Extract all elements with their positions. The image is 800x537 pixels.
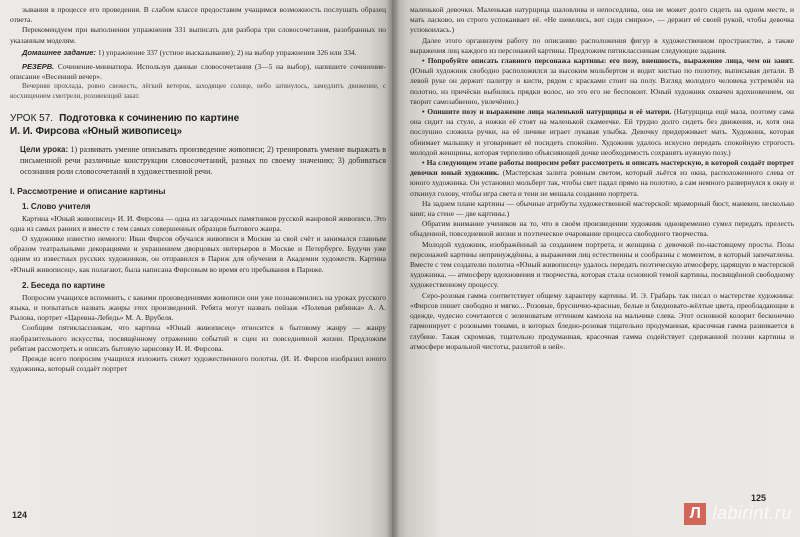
paragraph: маленькой девочки. Маленькая натурщица шаловлива и непоседлива, она не может долго сидеть на одном месте, и мать ласково, но строго успокаивает её. «Не шевелись, вот сиди смирно», — держит её своей рукой, чтобы девочка успокоилась.): [410, 5, 794, 35]
reserve-text: Сочинение-миниатюра. Используя данные словосочетания (3—5 на выбор), напишите сочинение-описание «Весенний вечер».: [10, 62, 386, 82]
task-text: • Попробуйте описать главного персонажа картины: его позу, внешность, выражение лица, чем он занят.: [422, 56, 794, 65]
task-text: • На следующем этапе работы попросим ребят рассмотреть и описать мастерскую, в которой создаёт портрет девочки юный художник.: [410, 158, 794, 177]
reserve: [10, 62, 386, 82]
lesson-heading: [10, 112, 386, 138]
paragraph: Прежде всего попросим учащихся изложить сюжет художественного полотна. (И. И. Фирсов изобразил юного художника, который создаёт портрет: [10, 354, 386, 374]
right-page: [392, 0, 800, 537]
paragraph: Молодой художник, изображённый за созданием портрета, и женщина с девочкой по-настоящему просты. Позы персонажей картины непринуждённы, а выражения лиц естественны и сообразны с моментом, в который запечатлены. Вместе с тем создателю полотна «Юный живописец» удалось передать поэтическую атмосферу, царящую в мастерской художника, — атмосферу вдохновения и творчества, которая стала основной темой картины, посвящённой свободному художественному процессу.: [410, 239, 794, 290]
paragraph: Сообщим пятиклассникам, что картина «Юный живописец» относится к бытовому жанру — жанру изобразительного искусства, посвящённому отражению событий и сцен из повседневной жизни. Предложим ребятам рассмотреть и описать бытовую зарисовку И. И. Фирсова.: [10, 323, 386, 353]
section-heading: I. Рассмотрение и описание картины: [10, 185, 166, 196]
reserve-quote: Вечерняя прохлада, ровно свежесть, лёгкий ветерок, заходящее солнце, небо затянулось, замедлить движение, с восхищением смотрели, розовеющий закат.: [10, 82, 386, 101]
lesson-number: УРОК 57.: [10, 112, 54, 124]
paragraph: Картина «Юный живописец» И. И. Фирсова — одна из загадочных памятников русской жанровой живописи. Это одна из самых ранних и вместе с тем самых совершенных образцов бытового жанра.: [10, 213, 386, 233]
task-item: [410, 158, 794, 199]
left-page-text: [10, 5, 386, 374]
subsection-heading: 2. Беседа по картине: [22, 280, 105, 290]
lesson-title: [10, 112, 386, 125]
watermark-text: labirint.ru: [712, 502, 792, 523]
goals-text: 1) развивать умение описывать произведение живописи; 2) тренировать умение выражать в письменной речи различные конструкции словосочетаний, разных по своему значению; 3) добиваться осознания роли словосочетаний в художественной речи.: [20, 144, 386, 176]
paragraph: Обратим внимание учеников на то, что в своём произведении художник одновременно сумел передать прелесть обыденной, повседневной жизни и поэтическое очарование процесса свободного творчества.: [410, 219, 794, 239]
watermark-logo-icon: Л: [684, 503, 706, 525]
paragraph: Далее этого организуем работу по описанию расположения фигур в художественном пространстве, а также выражения лиц каждого из персонажей картины. Предложим пятиклассникам следующие задания.: [410, 35, 794, 55]
goals-label: Цели урока:: [20, 144, 69, 154]
right-page-text: [410, 5, 794, 352]
paragraph: зывания в процессе его проведения. В слабом классе предоставим учащимся возможность послушать образец ответа.: [10, 5, 386, 25]
paragraph: Попросим учащихся вспомнить, с какими произведениями живописи они уже познакомились на уроках русского языка, и попытаться назвать жанры этих произведений. Ребята могут назвать пейзаж «Полевая рябинка» А. А. Рылова, портрет «Царевна-Лебедь» М. А. Врубеля.: [10, 292, 386, 323]
lesson-goals: [10, 144, 386, 177]
task-answer: (Юный художник свободно расположился за высоким мольбертом и водит кистью по полотну, выписывая детали. В левой руке он держит палитру и кисти, рядом с красками стоит на полу. Взгляд молодого человека устремлён на полотно, из причёски выбились прядки волос, но это его не беспокоит. Юный художник охвачен вдохновением, он творит самозабвенно, увлечённо.): [410, 66, 794, 106]
task-answer: (Натурщица ещё мала, поэтому сама она сидит на стуле, а ножки её стоят на маленькой скамеечке. Ей трудно долго сидеть без движения, и, хотя она послушно сложила ручки, на её личике играет лукавая улыбка. Девочку придерживает мать. Художник, которая обнимает малышку и уговаривает её посидеть спокойно. Художник удалось искусно передать спокойную строгость молодой женщины, которая терпеливо объясняющей дочке необходимость сохранять нужную позу.): [410, 107, 794, 157]
task-item: [410, 107, 794, 158]
paragraph: Перекомендуем при выполнении упражнения 331 выписать для разбора три словосочетания, разобранных по указанным моделям.: [10, 25, 386, 45]
subsection-heading: 1. Слово учителя: [22, 201, 91, 211]
goals-paragraph: [20, 144, 386, 177]
task-text: • Опишите позу и выражение лица маленькой натурщицы и её матери.: [422, 107, 671, 116]
page-number: 125: [750, 493, 766, 503]
task-item: [410, 56, 794, 107]
paragraph: Серо-розовая гамма соответствует общему характеру картины. И. Э. Грабарь так писал о мастерстве художника: «Фирсов пишет свободно и мягко... Розовые, бруснично-красные, белые и бледновато-жёлтые цвета, преобладающие в одежде, чудесно сочетаются с зеленоватым оттенком камзола на мальчике слева. Этот основной колорит бесконечно гармонирует с розовыми тонами, в которых бледно-розовая тщательно продуманная, красочная гамма развивается в глубине. Такая скромная, тщательно продуманная, красочная гамма содействует сдержанной поэзии картины и атмосфере моральной чистоты, разлитой в ней».: [410, 290, 794, 351]
lesson-title-line-2: И. И. Фирсова «Юный живописец»: [10, 125, 183, 137]
reserve-label: РЕЗЕРВ.: [22, 62, 55, 72]
homework-label: Домашнее задание:: [22, 47, 96, 57]
lesson-title-line-1: Подготовка к сочинению по картине: [59, 112, 240, 124]
watermark: [684, 503, 792, 525]
homework: [10, 48, 386, 58]
task-answer: (Мастерская залита ровным светом, который льётся из окна, расположенного слева от юного художника. Он установил мольберт так, чтобы свет падал прямо на полотно, а сам немного развернулся к окну и откинул голову, чтобы игра света и тени не мешала созданию портрета.: [410, 168, 795, 198]
book-gutter: [386, 0, 400, 537]
homework-text: 1) упражнение 337 (устное высказывание); 2) на выбор упражнения 326 или 334.: [95, 47, 357, 57]
page-number: 124: [12, 510, 28, 520]
left-page: [0, 0, 392, 537]
paragraph: О художнике известно немного: Иван Фирсов обучался живописи в Москве за свой счёт и занимался главным образом театральными декорациями и украшением дворцовых интерьеров в Москве и Петербурге. Будучи уже одним из известных русских художников, он отправился в Париж для обучения в Академии художеств. Картина «Юный живописец», как полагают, была написана Фирсовым во время его пребывания в Париже.: [10, 234, 386, 274]
paragraph: На заднем плане картины — обычные атрибуты художественной мастерской: мраморный бюст, манекен, несколько книг, на стене — две картины.): [410, 198, 794, 219]
